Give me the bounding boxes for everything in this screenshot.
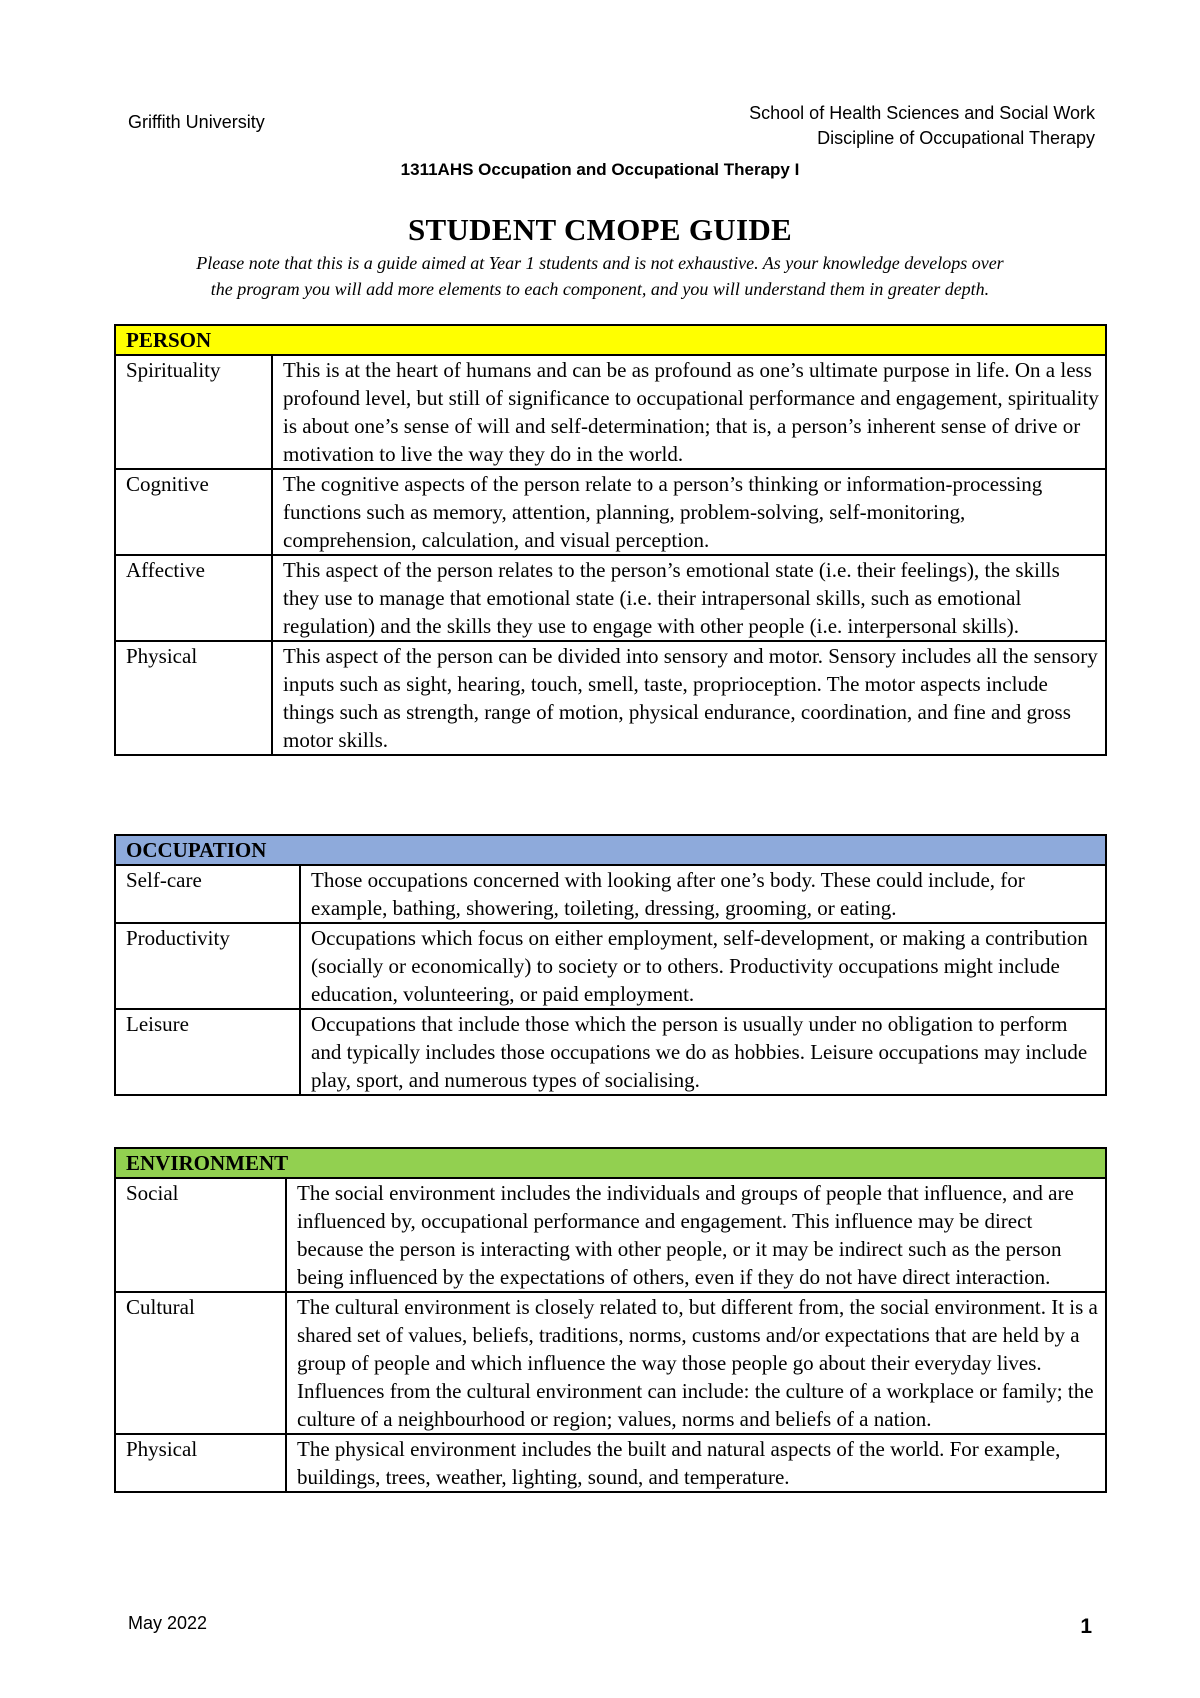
environment-header-row <box>115 1148 1106 1178</box>
page-title: STUDENT CMOPE GUIDE <box>407 212 793 247</box>
row-label: Physical <box>115 1434 286 1492</box>
header-right <box>749 101 1095 151</box>
occupation-header-row <box>115 835 1106 865</box>
occupation-table <box>114 834 1107 1096</box>
page-number: 1 <box>1080 1615 1092 1638</box>
row-label: Leisure <box>115 1009 300 1095</box>
table-row <box>115 1178 1106 1292</box>
row-description: The social environment includes the individuals and groups of people that influence, and are influenced by, occupational performance and engagement. This influence may be direct because the person is interacting with other people, or it may be indirect such as the person being influenced by the expectations of others, even if they do not have direct interaction. <box>286 1178 1106 1292</box>
table-row <box>115 1434 1106 1492</box>
row-description: This aspect of the person relates to the person’s emotional state (i.e. their feelings), the skills they use to manage that emotional state (i.e. their intrapersonal skills, such as emotional regulation) and the skills they use to engage with other people (i.e. interpersonal skills). <box>272 555 1106 641</box>
row-description: This is at the heart of humans and can be as profound as one’s ultimate purpose in life. On a less profound level, but still of significance to occupational performance and engagement, spirituality is about one’s sense of will and self-determination; that is, a person’s inherent sense of drive or motivation to live the way they do in the world. <box>272 355 1106 469</box>
row-label: Productivity <box>115 923 300 1009</box>
row-label: Physical <box>115 641 272 755</box>
table-row <box>115 1009 1106 1095</box>
row-description: The cognitive aspects of the person relate to a person’s thinking or information-processing functions such as memory, attention, planning, problem-solving, self-monitoring, comprehension, calculation, and visual perception. <box>272 469 1106 555</box>
row-description: Those occupations concerned with looking after one’s body. These could include, for example, bathing, showering, toileting, dressing, grooming, or eating. <box>300 865 1106 923</box>
environment-table <box>114 1147 1107 1493</box>
table-row <box>115 469 1106 555</box>
row-description: This aspect of the person can be divided into sensory and motor. Sensory includes all the sensory inputs such as sight, hearing, touch, smell, taste, proprioception. The motor aspects include things such as strength, range of motion, physical endurance, coordination, and fine and gross motor skills. <box>272 641 1106 755</box>
occupation-heading: OCCUPATION <box>115 835 1106 865</box>
intro-line-1: Please note that this is a guide aimed at Year 1 students and is not exhaustive. As your knowledge develops over <box>196 253 1004 273</box>
person-heading: PERSON <box>115 325 1106 355</box>
intro-line-2: the program you will add more elements to each component, and you will understand them in greater depth. <box>210 279 990 299</box>
row-label: Cultural <box>115 1292 286 1434</box>
row-description: The physical environment includes the built and natural aspects of the world. For example, buildings, trees, weather, lighting, sound, and temperature. <box>286 1434 1106 1492</box>
row-description: Occupations that include those which the person is usually under no obligation to perform and typically includes those occupations we do as hobbies. Leisure occupations may include play, sport, and numerous types of socialising. <box>300 1009 1106 1095</box>
university-name: Griffith University <box>128 112 265 132</box>
footer-date: May 2022 <box>128 1613 208 1633</box>
row-label: Self-care <box>115 865 300 923</box>
row-label: Social <box>115 1178 286 1292</box>
row-description: Occupations which focus on either employment, self-development, or making a contribution (socially or economically) to society or to others. Productivity occupations might include education, volunteering, or paid employment. <box>300 923 1106 1009</box>
row-label: Spirituality <box>115 355 272 469</box>
table-row <box>115 865 1106 923</box>
table-row <box>115 641 1106 755</box>
table-row <box>115 355 1106 469</box>
table-row <box>115 555 1106 641</box>
discipline-name: Discipline of Occupational Therapy <box>817 128 1095 148</box>
table-row <box>115 923 1106 1009</box>
row-description: The cultural environment is closely related to, but different from, the social environment. It is a shared set of values, beliefs, traditions, norms, customs and/or expectations that are held by a group of people and which influence the way those people go about their everyday lives. Influences from the cultural environment can include: the culture of a workplace or family; the culture of a neighbourhood or region; values, norms and beliefs of a nation. <box>286 1292 1106 1434</box>
school-name: School of Health Sciences and Social Work <box>749 103 1095 123</box>
course-title: 1311AHS Occupation and Occupational Therapy I <box>400 160 800 179</box>
person-header-row <box>115 325 1106 355</box>
row-label: Cognitive <box>115 469 272 555</box>
row-label: Affective <box>115 555 272 641</box>
person-table <box>114 324 1107 756</box>
table-row <box>115 1292 1106 1434</box>
environment-heading: ENVIRONMENT <box>115 1148 1106 1178</box>
intro-note <box>110 250 1090 302</box>
